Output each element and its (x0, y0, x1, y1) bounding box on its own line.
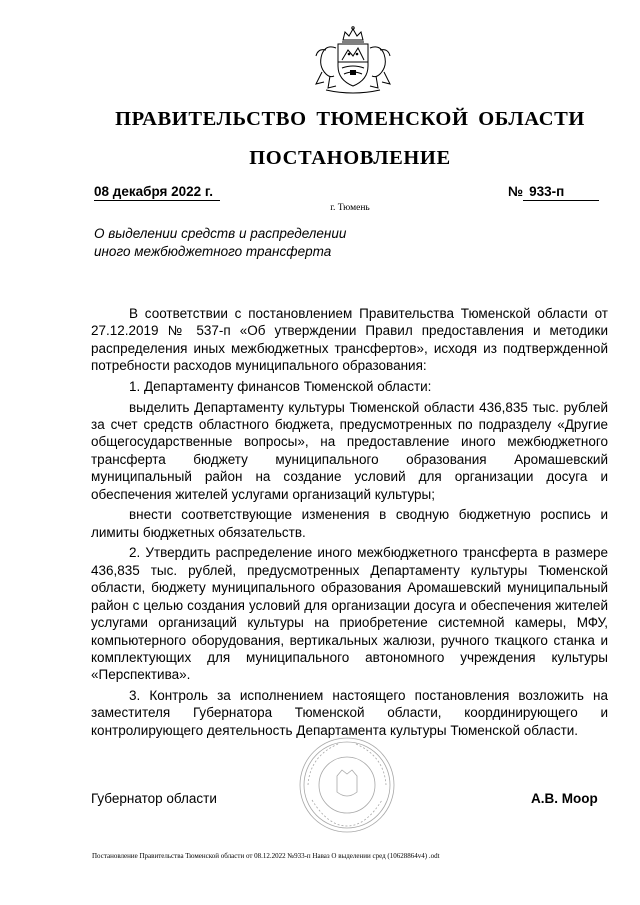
subject-line: О выделении средств и распределении (94, 226, 347, 241)
government-title: ПРАВИТЕЛЬСТВО ТЮМЕНСКОЙ ОБЛАСТИ (115, 108, 585, 130)
document-type-title: ПОСТАНОВЛЕНИЕ (249, 147, 451, 169)
city-label: г. Тюмень (330, 203, 370, 213)
signatory-position: Губернатор области (91, 791, 217, 806)
body-paragraph: 1. Департаменту финансов Тюменской области: (129, 378, 432, 394)
body-paragraph: 3. Контроль за исполнением настоящего постановления возложить на заместителя Губернатора Тюменской области, координирующего и контролирующего деятельность Департамента культуры Тюменской области. (91, 688, 608, 738)
body-paragraph: 2. Утвердить распределение иного межбюджетного трансферта в размере 436,835 тыс. рублей, предусмотренных Департаменту культуры Тюменской области, бюджету муниципального образования Аромашевский муниципальный район с целью создания условий для организации досуга и обеспечения жителей услугами организаций культуры на приобретение системной камеры, МФУ, компьютерного оборудования, вертикальных жалюзи, ручного ткацкого станка и комплектующих для муниципального автономного учреждения культуры «Перспектива». (91, 545, 608, 683)
body-paragraph: внести соответствующие изменения в сводную бюджетную роспись и лимиты бюджетных обязательств. (91, 507, 608, 540)
document-date: 08 декабря 2022 г. (94, 183, 220, 201)
subject-line: иного межбюджетного трансферта (94, 244, 332, 259)
signatory-name: А.В. Моор (531, 791, 598, 806)
body-paragraph: выделить Департаменту культуры Тюменской области 436,835 тыс. рублей за счет средств областного бюджета, предусмотренных по подразделу «Другие общегосударственные вопросы», на предоставление иного межбюджетного трансферта бюджету муниципального образования Аромашевский муниципальный район на создание условий для организации досуга и обеспечения жителей услугами организаций культуры; (91, 399, 608, 502)
body-paragraph: В соответствии с постановлением Правительства Тюменской области от 27.12.2019 № 537-п «Об утверждении Правил предоставления и методики распределения иных межбюджетных трансфертов», исходя из подтвержденной потребности расходов муниципального образования: (91, 306, 608, 374)
seal-stamp-icon (298, 736, 396, 834)
footer-file-reference: Постановление Правительства Тюменской области от 08.12.2022 №933-п Наваз О выделении сред (10628864v4) .odt (92, 852, 440, 860)
coat-of-arms-icon (296, 26, 410, 98)
number-prefix: № (508, 184, 524, 199)
number-value: 933-п (523, 183, 599, 201)
document-number (508, 183, 599, 201)
document-body (91, 305, 608, 739)
document-subject (94, 225, 394, 261)
